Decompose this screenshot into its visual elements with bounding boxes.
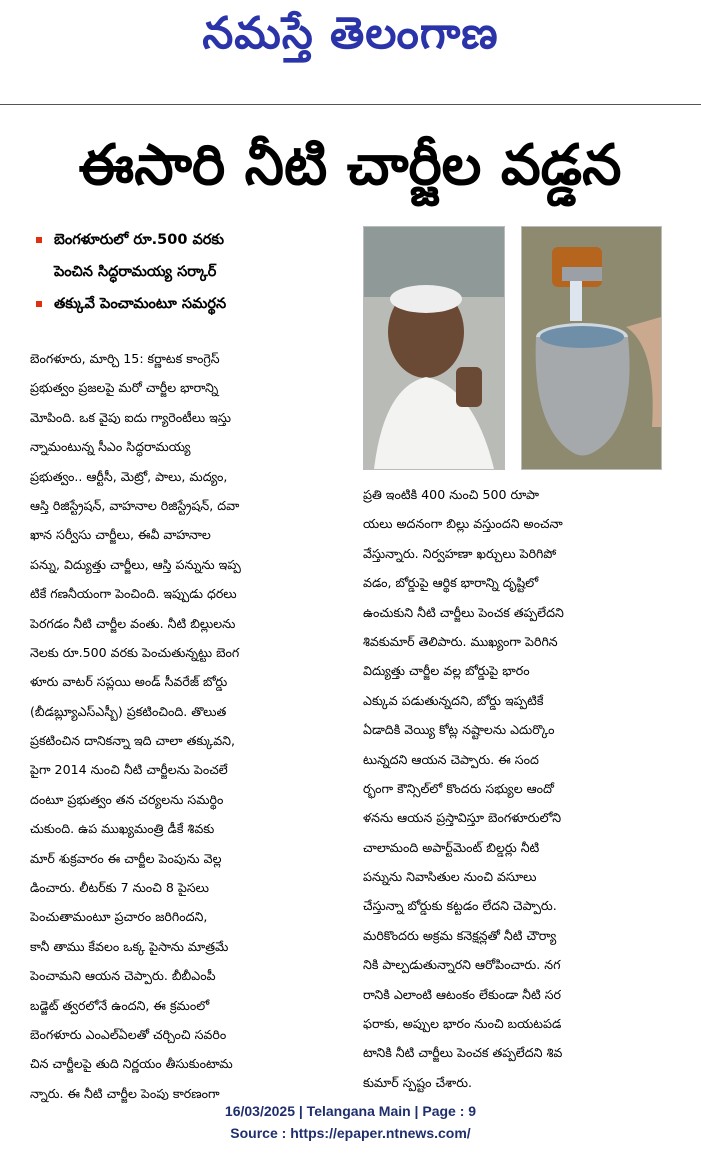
text-line: డించారు. లీటర్‌కు 7 నుంచి 8 పైసలు <box>30 880 209 896</box>
bullet-text: బెంగళూరులో రూ.500 వరకు <box>54 232 224 248</box>
text-line: మోపింది. ఒక వైపు ఐదు గ్యారెంటీలు ఇస్తు <box>30 409 232 425</box>
text-line: పన్నును నివాసితుల నుంచి వసూలు <box>363 869 537 885</box>
text-line: రానికి ఎలాంటి ఆటంకం లేకుండా నీటి సర <box>363 986 562 1002</box>
text-line: విద్యుత్తు చార్జీల వల్ల బోర్డుపై భారం <box>363 663 530 679</box>
text-line: ఉంచుకుని నీటి చార్జీలు పెంచక తప్పలేదని <box>363 604 564 620</box>
footer-date-edition: 16/03/2025 | Telangana Main | Page : 9 <box>224 1103 477 1119</box>
text-line: చుకుంది. ఉప ముఖ్యమంత్రి డీకే శివకు <box>30 821 215 837</box>
text-line: న్నారు. ఈ నీటి చార్జీల పెంపు కారణంగా <box>30 1085 220 1101</box>
text-line: కుమార్ స్పష్టం చేశారు. <box>363 1074 473 1090</box>
article-headline: ఈసారి నీటి చార్జీల వడ్డన <box>78 133 622 198</box>
page-footer <box>0 1100 701 1144</box>
text-line: పన్ను, విద్యుత్తు చార్జీలు, ఆస్తి పన్నును ఇప్ప <box>30 556 241 572</box>
text-line: వేస్తున్నారు. నిర్వహణా ఖర్చులు పెరిగిపో <box>363 545 557 561</box>
text-line: ఏడాదికి వెయ్యి కోట్ల నష్టాలను ఎదుర్కొం <box>363 722 555 738</box>
text-line: టానికి నీటి చార్జీలు పెంచక తప్పలేదని శివ <box>363 1045 563 1061</box>
article-column-2 <box>363 480 663 1097</box>
siddaramaiah-photo <box>363 226 505 470</box>
text-line: ఫరాకు, అప్పుల భారం నుంచి బయటపడ <box>363 1016 562 1032</box>
text-line: యలు అదనంగా బిల్లు వస్తుందని అంచనా <box>363 516 563 532</box>
highlight-bullets <box>32 224 362 320</box>
text-line: ప్రభుత్వం ప్రజలపై మరో చార్జీల భారాన్ని <box>30 380 219 396</box>
bullet-square-icon <box>36 237 42 243</box>
bullet-text: తక్కువే పెంచామంటూ సమర్థన <box>54 296 227 312</box>
text-line: శివకుమార్ తెలిపారు. ముఖ్యంగా పెరిగిన <box>363 633 558 649</box>
text-line: వడం, బోర్డుపై ఆర్థిక భారాన్ని దృష్టిలో <box>363 575 539 591</box>
text-line: చేస్తున్నా బోర్డుకు కట్టడం లేదని చెప్పారు. <box>363 898 557 914</box>
text-line: చిన చార్జీలపై తుది నిర్ణయం తీసుకుంటామ <box>30 1056 233 1072</box>
bullet-square-icon <box>36 301 42 307</box>
text-line: బడ్జెట్ త్వరలోనే ఉందని, ఈ క్రమంలో <box>30 997 210 1013</box>
article-column-1 <box>30 344 350 1108</box>
bullet-item <box>32 288 362 320</box>
text-line: నెలకు రూ.500 వరకు పెంచుతున్నట్టు బెంగ <box>30 644 240 660</box>
text-line: ప్రతి ఇంటికి 400 నుంచి 500 రూపా <box>363 487 539 502</box>
text-line: చాలామంది అపార్ట్‌మెంట్ బిల్డర్లు నీటి <box>363 839 540 855</box>
text-line: పెంచుతామంటూ ప్రచారం జరిగిందని, <box>30 909 208 925</box>
text-line: టికే గణనీయంగా పెంచింది. ఇప్పుడు ధరలు <box>30 586 237 602</box>
portrait-illustration <box>364 227 504 469</box>
text-line: న్నామంటున్న సీఎం సిద్ధరామయ్య <box>30 439 191 455</box>
text-line: ప్రభుత్వం.. ఆర్టీసీ, మెట్రో, పాలు, మద్యం, <box>30 468 228 484</box>
text-line: బెంగళూరు ఎంఎల్ఏలతో చర్చించి సవరిం <box>30 1026 227 1042</box>
text-line: పైగా 2014 నుంచి నీటి చార్జీలను పెంచలే <box>30 762 228 778</box>
text-line: నికి పాల్పడుతున్నారని ఆరోపించారు. నగ <box>363 957 561 973</box>
text-line: పెరగడం నీటి చార్జీల వంతు. నీటి బిల్లులను <box>30 615 236 631</box>
text-line: మరికొందరు అక్రమ కనెక్షన్లతో నీటి చౌర్యా <box>363 927 557 943</box>
text-line: ఖాన సర్వీసు చార్జీలు, ఈవీ వాహనాల <box>30 527 211 543</box>
text-line: కానీ తాము కేవలం ఒక్క పైసాను మాత్రమే <box>30 938 229 954</box>
text-line: ప్రకటించిన దానికన్నా ఇది చాలా తక్కువని, <box>30 733 236 749</box>
masthead-divider <box>0 104 701 105</box>
text-line: ఆస్తి రిజిస్ట్రేషన్, వాహనాల రిజిస్ట్రేషన్, దవా <box>30 497 240 513</box>
bullet-item-continuation <box>32 256 362 288</box>
text-line: దంటూ ప్రభుత్వం తన చర్యలను సమర్థిం <box>30 791 224 807</box>
text-line: ర్భంగా కౌన్సిల్‌లో కొందరు సభ్యుల ఆందో <box>363 780 555 796</box>
masthead <box>0 0 701 80</box>
text-line: (బీడబ్ల్యూఎస్ఎస్బీ) ప్రకటించింది. తొలుత <box>30 703 227 719</box>
text-line: బెంగళూరు, మార్చి 15: కర్ణాటక కాంగ్రెస్ <box>30 351 220 366</box>
text-line: ళూరు వాటర్ సప్లయి అండ్ సీవరేజ్ బోర్డు <box>30 674 228 690</box>
bullet-item <box>32 224 362 256</box>
text-line: ఎక్కువ పడుతున్నదని, బోర్డు ఇప్పటికే <box>363 692 544 708</box>
text-line: టున్నదని ఆయన చెప్పారు. ఈ సంద <box>363 751 539 767</box>
text-line: పెంచామని ఆయన చెప్పారు. బీబీఎంపీ <box>30 968 216 984</box>
bullet-text: పెంచిన సిద్ధరామయ్య సర్కార్ <box>54 264 217 280</box>
text-line: ళనను ఆయన ప్రస్తావిస్తూ బెంగళూరులోని <box>363 810 562 826</box>
footer-source-link[interactable]: Source : https://epaper.ntnews.com/ <box>230 1125 471 1141</box>
water-pot-illustration <box>522 227 661 469</box>
text-line: మార్ శుక్రవారం ఈ చార్జీల పెంపును వెల్ల <box>30 850 222 866</box>
water-pot-photo <box>521 226 662 470</box>
newspaper-logo: నమస్తే తెలంగాణ <box>202 8 499 59</box>
